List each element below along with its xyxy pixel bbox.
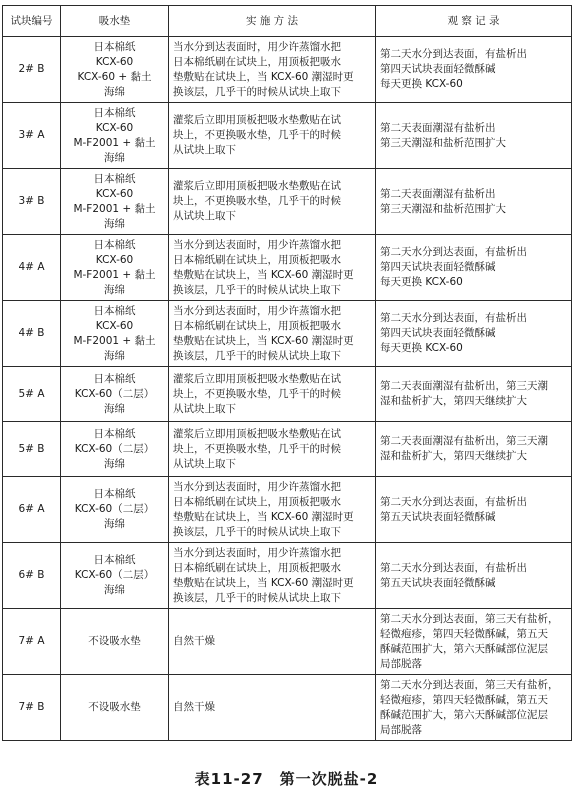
pad-line: 海绵 (104, 518, 125, 530)
absorbent-pad-cell (61, 477, 169, 543)
method-line: 日本棉纸刷在试块上，用顶板把吸水 (173, 55, 341, 68)
sample-id-cell: 2# B (3, 37, 61, 103)
method-line: 当水分到达表面时，用少许蒸馏水把 (173, 304, 341, 317)
observation-line: 第三天潮湿和盐析范围扩大 (380, 202, 506, 215)
observation-line: 湿和盐析扩大，第四天继续扩大 (380, 450, 527, 462)
method-line: 从试块上取下 (173, 210, 236, 222)
header-method: 实 施 方 法 (169, 6, 376, 37)
method-line: 灌浆后立即用顶板把吸水垫敷贴在试 (173, 372, 341, 385)
method-line: 日本棉纸刷在试块上，用顶板把吸水 (173, 319, 341, 332)
pad-line: KCX-60（二层） (74, 387, 155, 400)
method-line: 当水分到达表面时，用少许蒸馏水把 (173, 40, 341, 53)
sample-id-cell: 4# A (3, 235, 61, 301)
observation-line: 酥碱范围扩大，第六天酥碱部位泥层 (380, 708, 548, 721)
method-line: 从试块上取下 (173, 402, 236, 415)
pad-line: 日本棉纸 (93, 172, 136, 185)
method-line: 当水分到达表面时，用少许蒸馏水把 (173, 546, 341, 559)
method-cell (169, 422, 376, 477)
method-line: 日本棉纸刷在试块上，用顶板把吸水 (173, 495, 341, 508)
method-line: 日本棉纸刷在试块上，用顶板把吸水 (173, 253, 341, 266)
absorbent-pad-cell (61, 37, 169, 103)
observation-line: 每天更换 KCX-60 (380, 276, 463, 288)
observation-line: 第二天表面潮湿有盐析出，第三天潮 (380, 380, 548, 392)
method-cell (169, 37, 376, 103)
observation-cell (376, 169, 572, 235)
observation-line: 第二天表面潮湿有盐析出 (380, 187, 496, 200)
pad-line: 海绵 (104, 402, 125, 415)
pad-line: 海绵 (104, 584, 125, 596)
pad-line: 海绵 (104, 457, 125, 470)
observation-line: 酥碱范围扩大，第六天酥碱部位泥层 (380, 642, 548, 655)
pad-line: M-F2001 + 黏土 (73, 202, 156, 215)
method-line: 灌浆后立即用顶板把吸水垫敷贴在试 (173, 114, 341, 126)
absorbent-pad-cell (61, 169, 169, 235)
table-row (3, 543, 572, 609)
observation-cell (376, 543, 572, 609)
observation-line: 第二天水分到达表面，有盐析出 (380, 495, 527, 508)
pad-line: 日本棉纸 (93, 488, 136, 500)
pad-line: 日本棉纸 (93, 238, 136, 251)
observation-line: 第二天水分到达表面，有盐析出 (380, 48, 527, 60)
sample-id-cell: 3# A (3, 103, 61, 169)
pad-line: KCX-60（二层） (74, 569, 155, 581)
observation-line: 轻微疱疹，第四天轻微酥碱，第五天 (380, 627, 548, 640)
method-line: 灌浆后立即用顶板把吸水垫敷贴在试 (173, 427, 341, 440)
sample-id-cell: 5# A (3, 367, 61, 422)
pad-line: 海绵 (104, 349, 125, 362)
method-cell (169, 235, 376, 301)
observation-cell (376, 301, 572, 367)
absorbent-pad-cell (61, 103, 169, 169)
pad-line: 日本棉纸 (93, 372, 136, 385)
method-line: 灌浆后立即用顶板把吸水垫敷贴在试 (173, 180, 341, 192)
method-line: 换该层，几乎干的时候从试块上取下 (173, 349, 341, 362)
absorbent-pad-cell (61, 301, 169, 367)
method-line: 块上，不更换吸水垫，几乎干的时候 (173, 442, 341, 455)
sample-id-cell: 5# B (3, 422, 61, 477)
pad-line: KCX-60 (95, 121, 134, 134)
observation-line: 局部脱落 (380, 723, 422, 736)
pad-line: 不设吸水垫 (88, 701, 141, 713)
observation-line: 第二天水分到达表面，有盐析出 (380, 561, 527, 574)
observation-cell (376, 609, 572, 675)
table-row (3, 301, 572, 367)
table-row (3, 675, 572, 741)
method-cell (169, 103, 376, 169)
table-body (3, 37, 572, 741)
observation-line: 第五天试块表面轻微酥碱 (380, 576, 496, 589)
method-line: 从试块上取下 (173, 144, 236, 156)
observation-line: 湿和盐析扩大，第四天继续扩大 (380, 395, 527, 407)
observation-line: 第四天试块表面轻微酥碱 (380, 261, 496, 273)
pad-line: 日本棉纸 (93, 304, 136, 317)
method-line: 从试块上取下 (173, 457, 236, 470)
observation-line: 第二天水分到达表面，第三天有盐析， (380, 678, 559, 691)
table-row (3, 103, 572, 169)
method-cell (169, 169, 376, 235)
pad-line: 海绵 (104, 85, 125, 98)
pad-line: KCX-60 (95, 253, 134, 266)
pad-line: 日本棉纸 (93, 106, 136, 119)
observation-cell (376, 367, 572, 422)
method-line: 垫敷贴在试块上，当 KCX-60 潮湿时更 (173, 334, 354, 347)
method-line: 日本棉纸刷在试块上，用顶板把吸水 (173, 561, 341, 574)
header-sample-id: 试块编号 (3, 6, 61, 37)
observation-line: 第二天表面潮湿有盐析出，第三天潮 (380, 435, 548, 447)
sample-id-cell: 3# B (3, 169, 61, 235)
method-line: 换该层，几乎干的时候从试块上取下 (173, 85, 341, 98)
method-line: 块上，不更换吸水垫，几乎干的时候 (173, 387, 341, 400)
observation-line: 局部脱落 (380, 657, 422, 670)
method-line: 换该层，几乎干的时候从试块上取下 (173, 591, 341, 604)
method-line: 自然干燥 (173, 635, 215, 647)
header-absorbent-pad: 吸水垫 (61, 6, 169, 37)
table-row (3, 235, 572, 301)
observation-line: 第二天表面潮湿有盐析出 (380, 121, 496, 134)
observation-cell (376, 675, 572, 741)
absorbent-pad-cell (61, 675, 169, 741)
method-cell (169, 675, 376, 741)
pad-line: 不设吸水垫 (88, 635, 141, 647)
observation-line: 第二天水分到达表面，有盐析出 (380, 246, 527, 258)
pad-line: 日本棉纸 (93, 554, 136, 566)
method-line: 垫敷贴在试块上，当 KCX-60 潮湿时更 (173, 268, 354, 281)
method-line: 垫敷贴在试块上，当 KCX-60 潮湿时更 (173, 576, 354, 589)
sample-id-cell: 6# B (3, 543, 61, 609)
observation-cell (376, 477, 572, 543)
method-line: 当水分到达表面时，用少许蒸馏水把 (173, 480, 341, 493)
table-row (3, 477, 572, 543)
observation-cell (376, 235, 572, 301)
table-row (3, 422, 572, 477)
pad-line: KCX-60 (95, 319, 134, 332)
observation-line: 第四天试块表面轻微酥碱 (380, 327, 496, 339)
pad-line: KCX-60 (95, 187, 134, 200)
table-header-row (3, 6, 572, 37)
table-row (3, 169, 572, 235)
method-line: 当水分到达表面时，用少许蒸馏水把 (173, 238, 341, 251)
observation-line: 第二天水分到达表面，有盐析出 (380, 312, 527, 324)
pad-line: 海绵 (104, 283, 125, 296)
method-line: 垫敷贴在试块上，当 KCX-60 潮湿时更 (173, 510, 354, 523)
absorbent-pad-cell (61, 543, 169, 609)
method-line: 自然干燥 (173, 701, 215, 713)
observation-line: 第四天试块表面轻微酥碱 (380, 63, 496, 75)
method-cell (169, 477, 376, 543)
observation-cell (376, 422, 572, 477)
observation-line: 第二天水分到达表面，第三天有盐析， (380, 612, 559, 625)
observation-line: 第五天试块表面轻微酥碱 (380, 510, 496, 523)
observation-line: 第三天潮湿和盐析范围扩大 (380, 136, 506, 149)
method-line: 块上，不更换吸水垫，几乎干的时候 (173, 195, 341, 207)
pad-line: 日本棉纸 (93, 40, 136, 53)
sample-id-cell: 4# B (3, 301, 61, 367)
absorbent-pad-cell (61, 609, 169, 675)
sample-id-cell: 7# A (3, 609, 61, 675)
table-row (3, 609, 572, 675)
absorbent-pad-cell (61, 422, 169, 477)
observation-line: 每天更换 KCX-60 (380, 342, 463, 354)
observation-line: 每天更换 KCX-60 (380, 78, 463, 90)
observation-line: 轻微疱疹，第四天轻微酥碱，第五天 (380, 693, 548, 706)
pad-line: KCX-60（二层） (74, 503, 155, 515)
method-line: 换该层，几乎干的时候从试块上取下 (173, 525, 341, 538)
pad-line: KCX-60 + 黏土 (77, 70, 152, 83)
pad-line: 日本棉纸 (93, 427, 136, 440)
desalination-table (2, 5, 572, 741)
pad-line: M-F2001 + 黏土 (73, 334, 156, 347)
method-cell (169, 543, 376, 609)
header-observation: 观 察 记 录 (376, 6, 572, 37)
method-line: 换该层，几乎干的时候从试块上取下 (173, 283, 341, 296)
pad-line: M-F2001 + 黏土 (73, 268, 156, 281)
method-cell (169, 367, 376, 422)
table-row (3, 367, 572, 422)
pad-line: M-F2001 + 黏土 (73, 136, 156, 149)
table-row (3, 37, 572, 103)
table-caption: 表11-27 第一次脱盐-2 (194, 770, 379, 788)
pad-line: 海绵 (104, 217, 125, 230)
pad-line: KCX-60 (95, 55, 134, 68)
absorbent-pad-cell (61, 367, 169, 422)
observation-cell (376, 37, 572, 103)
method-cell (169, 301, 376, 367)
sample-id-cell: 6# A (3, 477, 61, 543)
sample-id-cell: 7# B (3, 675, 61, 741)
observation-cell (376, 103, 572, 169)
method-line: 垫敷贴在试块上，当 KCX-60 潮湿时更 (173, 70, 354, 83)
method-line: 块上，不更换吸水垫，几乎干的时候 (173, 129, 341, 141)
method-cell (169, 609, 376, 675)
pad-line: KCX-60（二层） (74, 442, 155, 455)
pad-line: 海绵 (104, 151, 125, 164)
absorbent-pad-cell (61, 235, 169, 301)
